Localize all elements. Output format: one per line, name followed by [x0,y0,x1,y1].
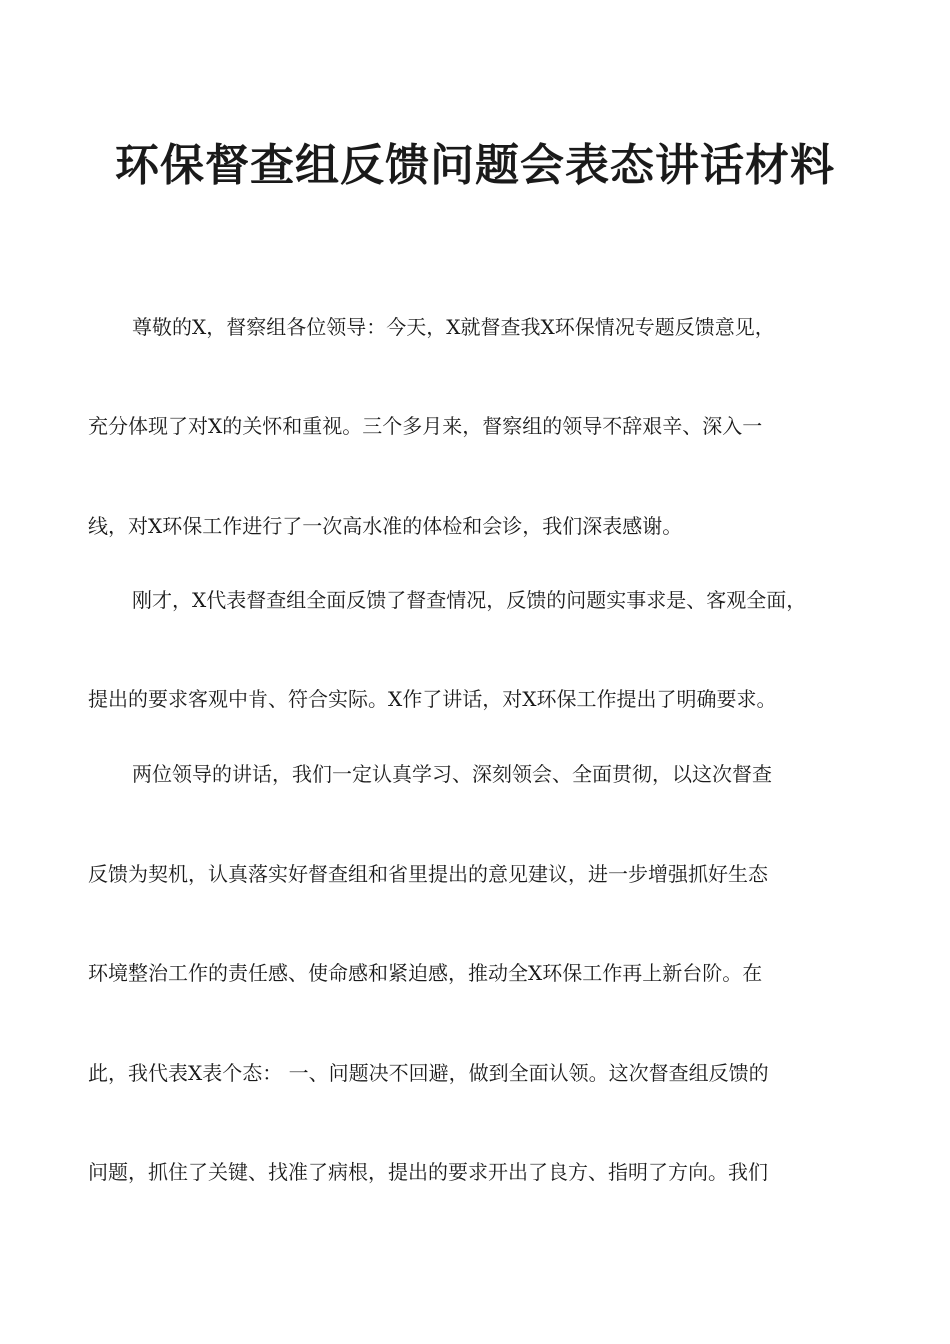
paragraph-line: 问题，抓住了关键、找准了病根，提出的要求开出了良方、指明了方向。我们 [88,1160,768,1184]
paragraph-line: 尊敬的X，督察组各位领导：今天，X就督查我X环保情况专题反馈意见， [132,315,775,339]
document-title: 环保督查组反馈问题会表态讲话材料 [115,140,835,191]
paragraph-line: 充分体现了对X的关怀和重视。三个多月来，督察组的领导不辞艰辛、深入一 [88,414,763,438]
paragraph-line: 线，对X环保工作进行了一次高水准的体检和会诊，我们深表感谢。 [88,514,683,538]
paragraph-line: 环境整治工作的责任感、使命感和紧迫感，推动全X环保工作再上新台阶。在 [88,961,763,985]
paragraph-line: 刚才，X代表督查组全面反馈了督查情况，反馈的问题实事求是、客观全面， [132,588,807,612]
paragraph-line: 反馈为契机，认真落实好督查组和省里提出的意见建议，进一步增强抓好生态 [88,862,768,886]
paragraph-line: 提出的要求客观中肯、符合实际。X作了讲话，对X环保工作提出了明确要求。 [88,687,777,711]
paragraph-line: 此，我代表X表个态： 一、问题决不回避，做到全面认领。这次督查组反馈的 [88,1061,769,1085]
paragraph-line: 两位领导的讲话，我们一定认真学习、深刻领会、全面贯彻，以这次督查 [132,762,772,786]
